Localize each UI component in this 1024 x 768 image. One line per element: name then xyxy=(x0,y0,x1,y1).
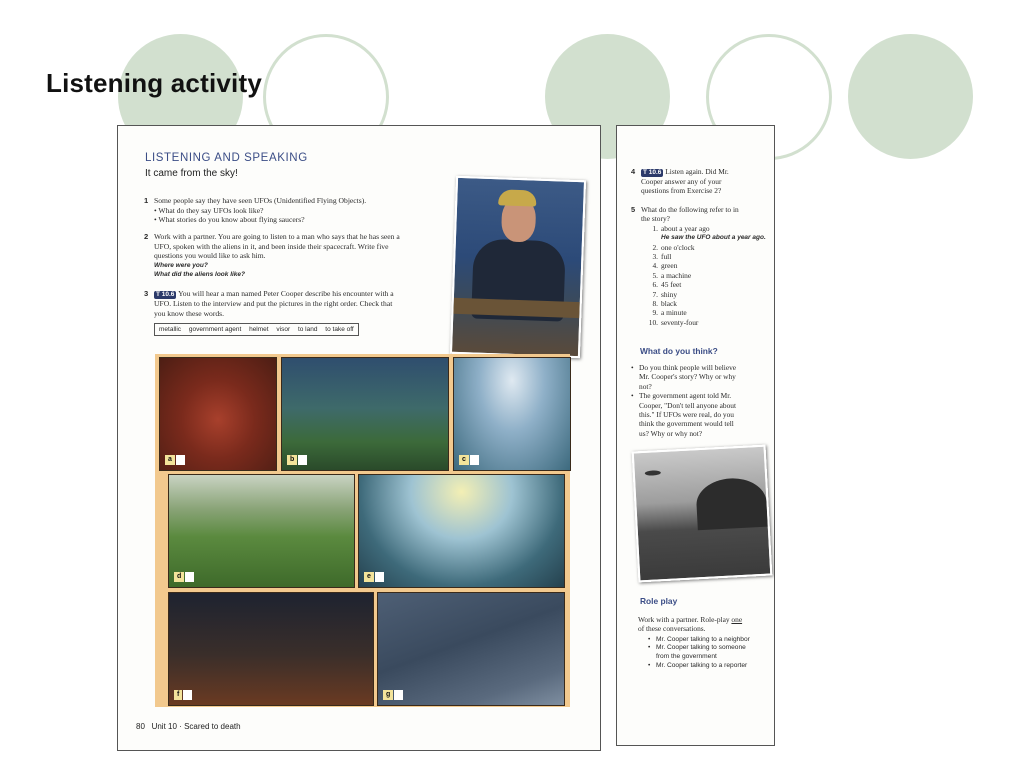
section-subtitle: It came from the sky! xyxy=(145,168,238,179)
exercise-1-bullet: • What do they say UFOs look like? xyxy=(154,205,264,215)
exercise-1-text: Some people say they have seen UFOs (Unidentified Flying Objects). xyxy=(154,196,367,205)
vocab-word: helmet xyxy=(249,326,269,333)
list-item: 7. shiny xyxy=(652,289,678,299)
think-heading: What do you think? xyxy=(640,346,718,356)
list-item: 1. about a year ago xyxy=(652,223,710,233)
vocab-word: to land xyxy=(297,326,318,333)
textbook-page-left xyxy=(117,125,601,751)
vocab-word: government agent xyxy=(188,326,242,333)
exercise-3: 3 T 10.6 You will hear a man named Peter Cooper describe his encounter with a UFO. Listen to the interview and put the pictures in the right order. Check that you know these words. xyxy=(144,289,394,318)
list-item: 10. seventy-four xyxy=(648,317,699,327)
picture-e: e xyxy=(358,474,565,588)
exercise-5: 5 What do the following refer to in the story? 1. about a year ago He saw the UFO about a year ago. 2. one o'clock 3. full 4. green 5. a machine 6. 45 feet 7. shiny 8. black 9. a minute 10. seventy-four xyxy=(631,205,766,327)
vocab-word: metallic xyxy=(159,326,182,333)
list-item: 3. full xyxy=(652,252,672,262)
example-question: Where were you? xyxy=(154,261,208,269)
list-item: • Mr. Cooper talking to a neighbor xyxy=(648,636,770,645)
roleplay-heading: Role play xyxy=(640,596,678,606)
picture-d: d xyxy=(168,474,355,588)
list-item: • The government agent told Mr. Cooper, "Don't tell anyone about this." If UFOs were real, do you think the government would tell us? Why or why not? xyxy=(631,391,771,438)
list-item: • Do you think people will believe Mr. Cooper's story? Why or why not? xyxy=(631,363,771,391)
picture-b: b xyxy=(281,357,449,471)
slide-title: Listening activity xyxy=(46,68,262,98)
textbook-page-right xyxy=(616,125,775,746)
picture-c: c xyxy=(453,357,571,471)
picture-g: g xyxy=(377,592,565,706)
section-heading: LISTENING AND SPEAKING xyxy=(145,152,308,164)
photo-ufo-sky xyxy=(632,445,773,583)
list-item: 9. a minute xyxy=(652,308,687,318)
picture-a: a xyxy=(159,357,277,471)
list-item: • Mr. Cooper talking to someone from the government xyxy=(648,644,770,661)
page-footer: 80 Unit 10 · Scared to death xyxy=(136,722,241,731)
exercise-1-bullet: • What stories do you know about flying saucers? xyxy=(154,215,305,225)
vocabulary-box xyxy=(154,323,359,336)
decor-circle-5 xyxy=(848,34,973,159)
list-item: 4. green xyxy=(652,261,678,271)
list-item: • Mr. Cooper talking to a reporter xyxy=(648,662,770,671)
exercise-4: 4 T 10.6 Listen again. Did Mr. Cooper answer any of your questions from Exercise 2? xyxy=(631,167,729,196)
vocab-word: to take off xyxy=(325,326,354,333)
roleplay-instructions: Work with a partner. Role-play one of these conversations. • Mr. Cooper talking to a neighbor • Mr. Cooper talking to someone from the government • Mr. Cooper talking to a reporter xyxy=(638,615,770,670)
think-questions xyxy=(631,363,771,438)
list-item: 5. a machine xyxy=(652,270,692,280)
picture-f: f xyxy=(168,592,374,706)
audio-track-badge: T 10.6 xyxy=(643,169,662,176)
example-question: What did the aliens look like? xyxy=(154,271,246,279)
example-answer: He saw the UFO about a year ago. xyxy=(661,234,766,242)
vocab-word: visor xyxy=(276,326,291,333)
list-item: 2. one o'clock xyxy=(652,242,695,252)
exercise-1: 1 Some people say they have seen UFOs (Unidentified Flying Objects). • What do they say UFOs look like? • What stories do you know about flying saucers? xyxy=(154,196,454,225)
exercise-2: 2 Work with a partner. You are going to listen to a man who says that he has seen a UFO, spoken with the aliens in it, and been inside their spacecraft. Write five questions you would like to ask him. Where were you? What did the aliens look like? xyxy=(154,232,454,280)
audio-track-badge: T 10.6 xyxy=(156,291,175,298)
photo-peter-cooper xyxy=(450,176,586,358)
list-item: 6. 45 feet xyxy=(652,280,682,290)
list-item: 8. black xyxy=(652,299,678,309)
